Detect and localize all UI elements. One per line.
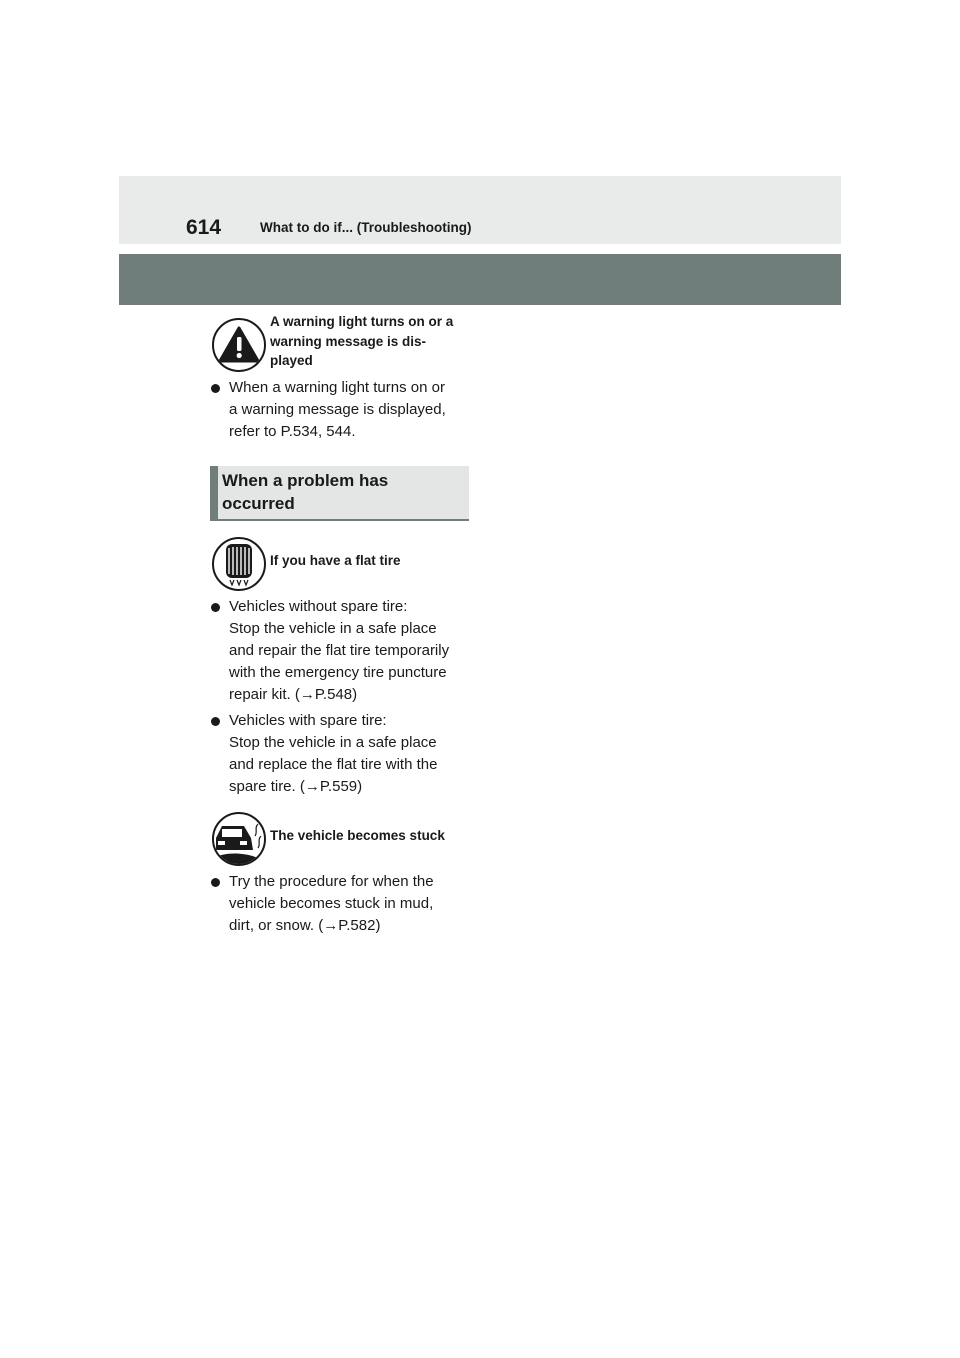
- bullet-dot: [211, 603, 220, 612]
- warning-triangle-icon: [212, 318, 266, 372]
- page-number: 614: [186, 216, 222, 239]
- stuck-car-icon: [212, 812, 266, 866]
- stuck-label: The vehicle becomes stuck: [270, 828, 445, 843]
- flat-tire-icon: [212, 537, 266, 591]
- warning-label: A warning light turns on or a warning message is dis- played: [270, 314, 454, 368]
- bullet-dot: [211, 878, 220, 887]
- bullet-dot: [211, 384, 220, 393]
- bullet-dot: [211, 717, 220, 726]
- problem-section-heading: When a problem has occurred: [210, 466, 469, 521]
- flat-tire-label: If you have a flat tire: [270, 553, 401, 568]
- section-title: What to do if... (Troubleshooting): [260, 220, 472, 235]
- header-divider-band: [119, 254, 841, 305]
- heading-accent-bar: [210, 466, 218, 519]
- header-band: [119, 176, 841, 244]
